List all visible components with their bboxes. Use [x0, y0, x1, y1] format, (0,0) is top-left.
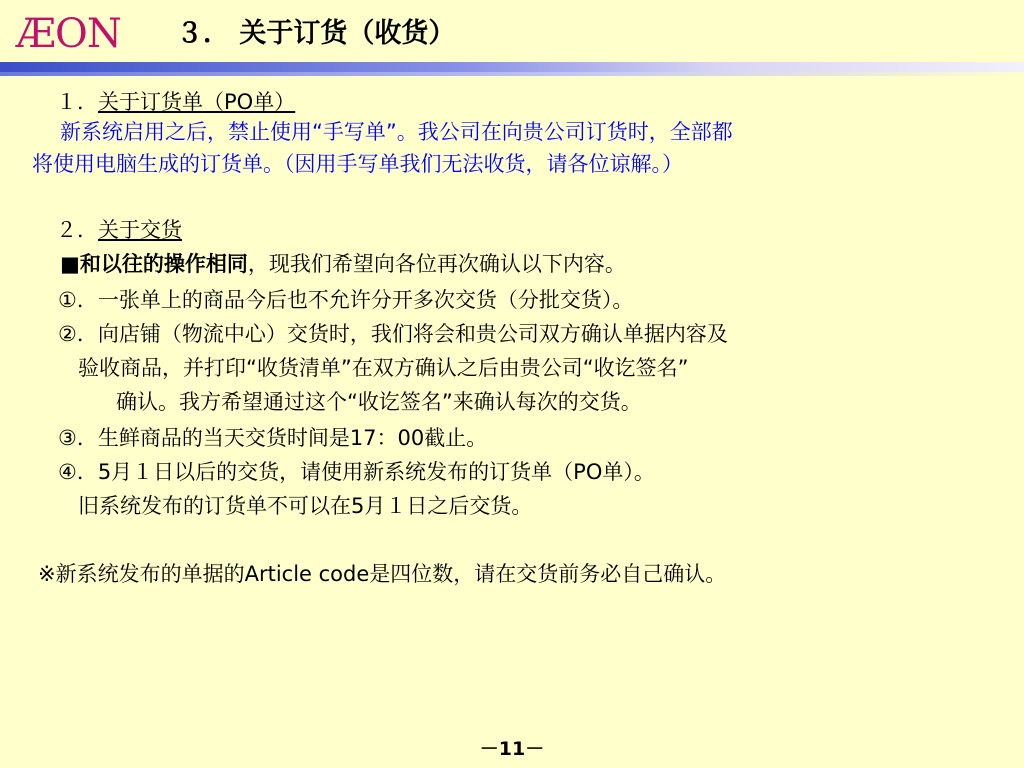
header-gradient-bar: [0, 62, 1024, 72]
item-2-line-1: ②．向店铺（物流中心）交货时，我们将会和贵公司双方确认单据内容及: [58, 322, 728, 346]
section-2-heading: [56, 216, 182, 244]
page-number: －11－: [479, 738, 545, 760]
header-accent-line: [0, 72, 1024, 76]
item-1: ①．一张单上的商品今后也不允许分开多次交货（分批交货）。: [58, 288, 634, 312]
item-4-line-1: ④．5月１日以后的交货，请使用新系统发布的订货单（PO单）。: [58, 460, 655, 484]
item-2-line-2: 验收商品，并打印“收货清单”在双方确认之后由贵公司“收讫签名”: [78, 356, 689, 380]
section-2-intro: [60, 250, 626, 278]
section-2-number: ２．: [56, 218, 98, 242]
item-4-line-2: 旧系统发布的订货单不可以在5月１日之后交货。: [78, 494, 533, 518]
item-2-line-3: 确认。我方希望通过这个“收讫签名”来确认每次的交货。: [116, 390, 642, 414]
section-1-paragraph-line-2: 将使用电脑生成的订货单。（因用手写单我们无法收货，请各位谅解。）: [32, 152, 683, 176]
section-1-paragraph-line-1: 新系统启用之后，禁止使用“手写单”。我公司在向贵公司订货时，全部都: [60, 120, 733, 144]
section-2-title: 关于交货: [98, 218, 182, 242]
item-3: ③．生鲜商品的当天交货时间是17：00截止。: [58, 426, 488, 450]
section-1-title: 关于订货单（PO单）: [98, 90, 296, 114]
aeon-logo: ÆON: [16, 11, 121, 57]
article-code-note: ※新系统发布的单据的Article code是四位数，请在交货前务必自己确认。: [38, 562, 727, 586]
section-1-heading: [56, 88, 295, 116]
section-2-intro-rest: ，现我们希望向各位再次确认以下内容。: [247, 252, 626, 276]
slide-title: ３． 关于订货（收货）: [176, 18, 456, 49]
section-2-intro-bold: ■和以往的操作相同: [60, 252, 248, 276]
section-1-number: １．: [56, 90, 98, 114]
